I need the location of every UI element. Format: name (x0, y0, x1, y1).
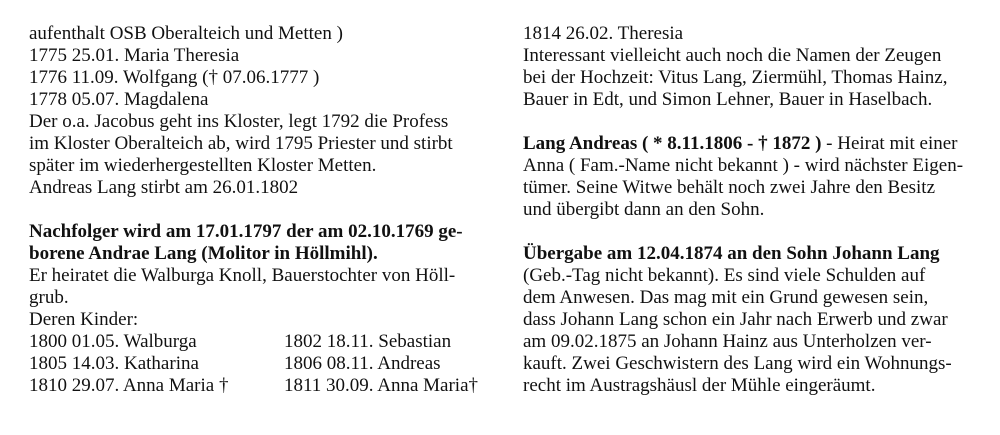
text-line: grub. (29, 287, 69, 308)
text-line: im Kloster Oberalteich ab, wird 1795 Priester und stirbt (29, 133, 453, 154)
text-line: Deren Kinder: (29, 309, 139, 330)
child-entry: 1805 14.03. Katharina (29, 353, 199, 374)
text-line: 1778 05.07. Magdalena (29, 89, 209, 110)
text-line: dem Anwesen. Das mag mit ein Grund gewesen sein, (523, 287, 929, 308)
paragraph-gap (29, 199, 499, 221)
text-line: Andreas Lang stirbt am 26.01.1802 (29, 177, 299, 198)
text-line: Anna ( Fam.-Name nicht bekannt ) - wird nächster Eigen- (523, 155, 964, 176)
left-column (29, 23, 499, 397)
right-intro-paragraph (523, 23, 983, 111)
child-entry: 1800 01.05. Walburga (29, 331, 197, 352)
text-line: Interessant vielleicht auch noch die Namen der Zeugen (523, 45, 942, 66)
paragraph-gap (523, 221, 983, 243)
marriage-paragraph (29, 265, 499, 331)
text-line: 1776 11.09. Wolfgang († 07.06.1777 ) (29, 67, 320, 88)
text-line: später im wiederhergestellten Kloster Metten. (29, 155, 377, 176)
text-line: recht im Austragshäusl der Mühle eingeräumt. (523, 375, 876, 396)
text-line: Er heiratet die Walburga Knoll, Bauerstochter von Höll- (29, 265, 456, 286)
child-entry: 1810 29.07. Anna Maria † (29, 375, 229, 396)
text-line: bei der Hochzeit: Vitus Lang, Ziermühl, Thomas Hainz, (523, 67, 948, 88)
text-line: Bauer in Edt, und Simon Lehner, Bauer in Haselbach. (523, 89, 933, 110)
text-line (523, 133, 983, 155)
andreas-paragraph (523, 133, 983, 221)
andreas-heading: Lang Andreas ( * 8.11.1806 - † 1872 ) (523, 133, 822, 154)
handover-heading: Übergabe am 12.04.1874 an den Sohn Johann Lang (523, 243, 940, 264)
text-line: am 09.02.1875 an Johann Hainz aus Unterholzen ver- (523, 331, 932, 352)
andreas-heading-rest: - Heirat mit einer (821, 133, 958, 154)
child-entry: 1806 08.11. Andreas (284, 353, 441, 374)
children-list (29, 331, 499, 397)
paragraph-gap (523, 111, 983, 133)
text-line: 1814 26.02. Theresia (523, 23, 684, 44)
text-line: tümer. Seine Witwe behält noch zwei Jahre den Besitz (523, 177, 936, 198)
child-entry: 1811 30.09. Anna Maria† (284, 375, 479, 396)
right-column (523, 23, 983, 397)
text-line: und übergibt dann an den Sohn. (523, 199, 765, 220)
text-line: Der o.a. Jacobus geht ins Kloster, legt 1792 die Profess (29, 111, 449, 132)
heading-line: borene Andrae Lang (Molitor in Höllmihl). (29, 243, 378, 264)
left-intro-paragraph (29, 23, 499, 199)
text-line: dass Johann Lang schon ein Jahr nach Erwerb und zwar (523, 309, 948, 330)
successor-heading (29, 221, 499, 265)
text-line: kauft. Zwei Geschwistern des Lang wird ein Wohnungs- (523, 353, 952, 374)
text-line: (Geb.-Tag nicht bekannt). Es sind viele Schulden auf (523, 265, 926, 286)
text-line: 1775 25.01. Maria Theresia (29, 45, 240, 66)
child-entry: 1802 18.11. Sebastian (284, 331, 452, 352)
handover-paragraph (523, 243, 983, 397)
text-line: aufenthalt OSB Oberalteich und Metten ) (29, 23, 343, 44)
heading-line: Nachfolger wird am 17.01.1797 der am 02.10.1769 ge- (29, 221, 463, 242)
